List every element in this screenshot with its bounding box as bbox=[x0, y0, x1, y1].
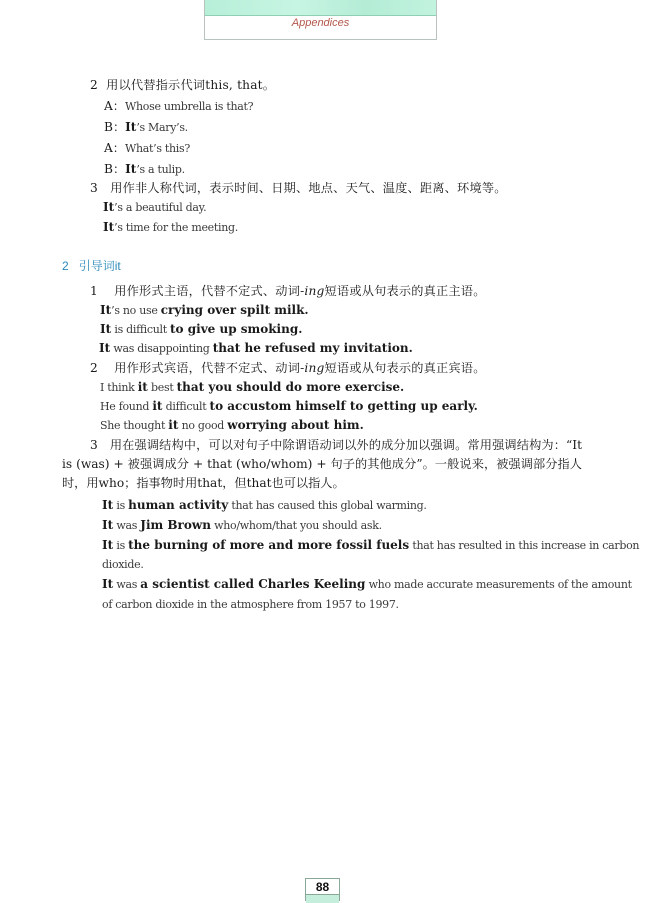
rule-item-1 bbox=[90, 283, 486, 299]
page-number-box bbox=[305, 878, 340, 901]
real-subject: to give up smoking. bbox=[170, 322, 303, 336]
item-number: 3 bbox=[90, 181, 98, 195]
dialog-line bbox=[104, 98, 253, 115]
it-word: It bbox=[99, 341, 111, 355]
example-rest: that has caused this global warming. bbox=[228, 499, 427, 512]
it-word: it bbox=[168, 418, 179, 432]
real-subject: that he refused my invitation. bbox=[212, 341, 413, 355]
example-line bbox=[102, 537, 639, 554]
example-line bbox=[103, 219, 238, 236]
item-number: 2 bbox=[90, 361, 98, 375]
it-word: It bbox=[100, 322, 112, 336]
section-heading bbox=[62, 257, 121, 274]
example-pre: He found bbox=[100, 400, 153, 413]
ing-suffix: -ing bbox=[300, 361, 325, 375]
dialog-text: ’s Mary’s. bbox=[136, 121, 188, 134]
it-word: It bbox=[103, 220, 115, 234]
it-word: It bbox=[102, 518, 114, 532]
item-text: 短语或从句表示的真正宾语。 bbox=[324, 361, 486, 375]
example-line bbox=[100, 417, 364, 434]
real-object: that you should do more exercise. bbox=[176, 380, 405, 394]
item-text: 用以代替指示代词this, that。 bbox=[106, 78, 276, 92]
item-text: 短语或从句表示的真正主语。 bbox=[324, 284, 486, 298]
real-object: worrying about him. bbox=[227, 418, 364, 432]
header-decor-band bbox=[205, 0, 436, 16]
example-line bbox=[102, 517, 382, 534]
ing-suffix: -ing bbox=[300, 284, 325, 298]
real-object: to accustom himself to getting up early. bbox=[209, 399, 478, 413]
example-rest: of carbon dioxide in the atmosphere from 1957 to 1997. bbox=[102, 598, 399, 611]
header-label: Appendices bbox=[291, 17, 350, 29]
example-mid: best bbox=[147, 381, 177, 394]
it-word: It bbox=[102, 577, 114, 591]
example-mid: was bbox=[113, 578, 141, 591]
dialog-text: What’s this? bbox=[125, 142, 190, 155]
example-mid: difficult bbox=[162, 400, 210, 413]
example-line bbox=[103, 199, 206, 216]
example-line bbox=[102, 576, 632, 593]
item-text: 用作非人称代词，表示时间、日期、地点、天气、温度、距离、环境等。 bbox=[110, 181, 507, 195]
rule-item-3 bbox=[90, 180, 507, 196]
example-text: ’s a beautiful day. bbox=[114, 201, 207, 214]
it-word: it bbox=[137, 380, 148, 394]
example-mid: ’s no use bbox=[111, 304, 161, 317]
it-word: It bbox=[100, 303, 112, 317]
dialog-line bbox=[104, 140, 190, 157]
example-rest: that has resulted in this increase in carbon bbox=[409, 539, 640, 552]
page-number-band bbox=[306, 894, 339, 903]
page-number: 88 bbox=[315, 880, 330, 894]
real-subject: crying over spilt milk. bbox=[160, 303, 309, 317]
item-number: 1 bbox=[90, 284, 98, 298]
emphasized-part: human activity bbox=[128, 498, 229, 512]
example-rest: dioxide. bbox=[102, 558, 144, 571]
example-mid: no good bbox=[178, 419, 228, 432]
example-line bbox=[100, 321, 302, 338]
example-rest: who made accurate measurements of the amount bbox=[365, 578, 632, 591]
speaker: B： bbox=[104, 162, 126, 176]
it-word: It bbox=[103, 200, 115, 214]
example-continuation bbox=[102, 556, 144, 573]
dialog-text: Whose umbrella is that? bbox=[125, 100, 254, 113]
example-continuation bbox=[102, 596, 399, 613]
example-pre: She thought bbox=[100, 419, 169, 432]
it-word: It bbox=[102, 538, 114, 552]
example-mid: was disappointing bbox=[110, 342, 213, 355]
section-title: 引导词it bbox=[78, 259, 121, 273]
dialog-line bbox=[104, 161, 185, 178]
example-line bbox=[99, 340, 413, 357]
example-mid: is bbox=[113, 539, 129, 552]
example-line bbox=[100, 302, 309, 319]
item-number: 2 bbox=[90, 78, 98, 92]
item-number: 3 bbox=[90, 438, 98, 452]
running-header bbox=[204, 0, 437, 40]
rule-item-3-paragraph bbox=[62, 436, 582, 493]
speaker: A： bbox=[104, 99, 125, 113]
rule-item-2 bbox=[90, 77, 275, 93]
item-text: 用作形式主语，代替不定式、动词 bbox=[114, 284, 301, 298]
section-number: 2 bbox=[62, 259, 69, 273]
emphasized-part: a scientist called Charles Keeling bbox=[140, 577, 366, 591]
example-rest: who/whom/that you should ask. bbox=[210, 519, 382, 532]
dialog-line bbox=[104, 119, 188, 136]
example-line bbox=[100, 379, 404, 396]
it-word: it bbox=[152, 399, 163, 413]
emphasized-part: the burning of more and more fossil fuels bbox=[128, 538, 410, 552]
dialog-text: ’s a tulip. bbox=[136, 163, 185, 176]
item-text: 用在强调结构中，可以对句子中除谓语动词以外的成分加以强调。常用强调结构为：“It is (was) + 被强调成分 + that (who/whom) + 句子的其他成分”。一般说来，被强调部分指人时，用who；指事物时用that，但that也可以指人。 bbox=[62, 438, 582, 490]
speaker: B： bbox=[104, 120, 126, 134]
example-line bbox=[102, 497, 427, 514]
rule-item-2b bbox=[90, 360, 486, 376]
speaker: A： bbox=[104, 141, 125, 155]
it-word: It bbox=[125, 162, 137, 176]
example-mid: is bbox=[113, 499, 129, 512]
emphasized-part: Jim Brown bbox=[140, 518, 211, 532]
example-line bbox=[100, 398, 478, 415]
example-text: ’s time for the meeting. bbox=[114, 221, 238, 234]
it-word: It bbox=[125, 120, 137, 134]
example-mid: is difficult bbox=[111, 323, 171, 336]
example-pre: I think bbox=[100, 381, 138, 394]
it-word: It bbox=[102, 498, 114, 512]
item-text: 用作形式宾语，代替不定式、动词 bbox=[114, 361, 301, 375]
example-mid: was bbox=[113, 519, 141, 532]
